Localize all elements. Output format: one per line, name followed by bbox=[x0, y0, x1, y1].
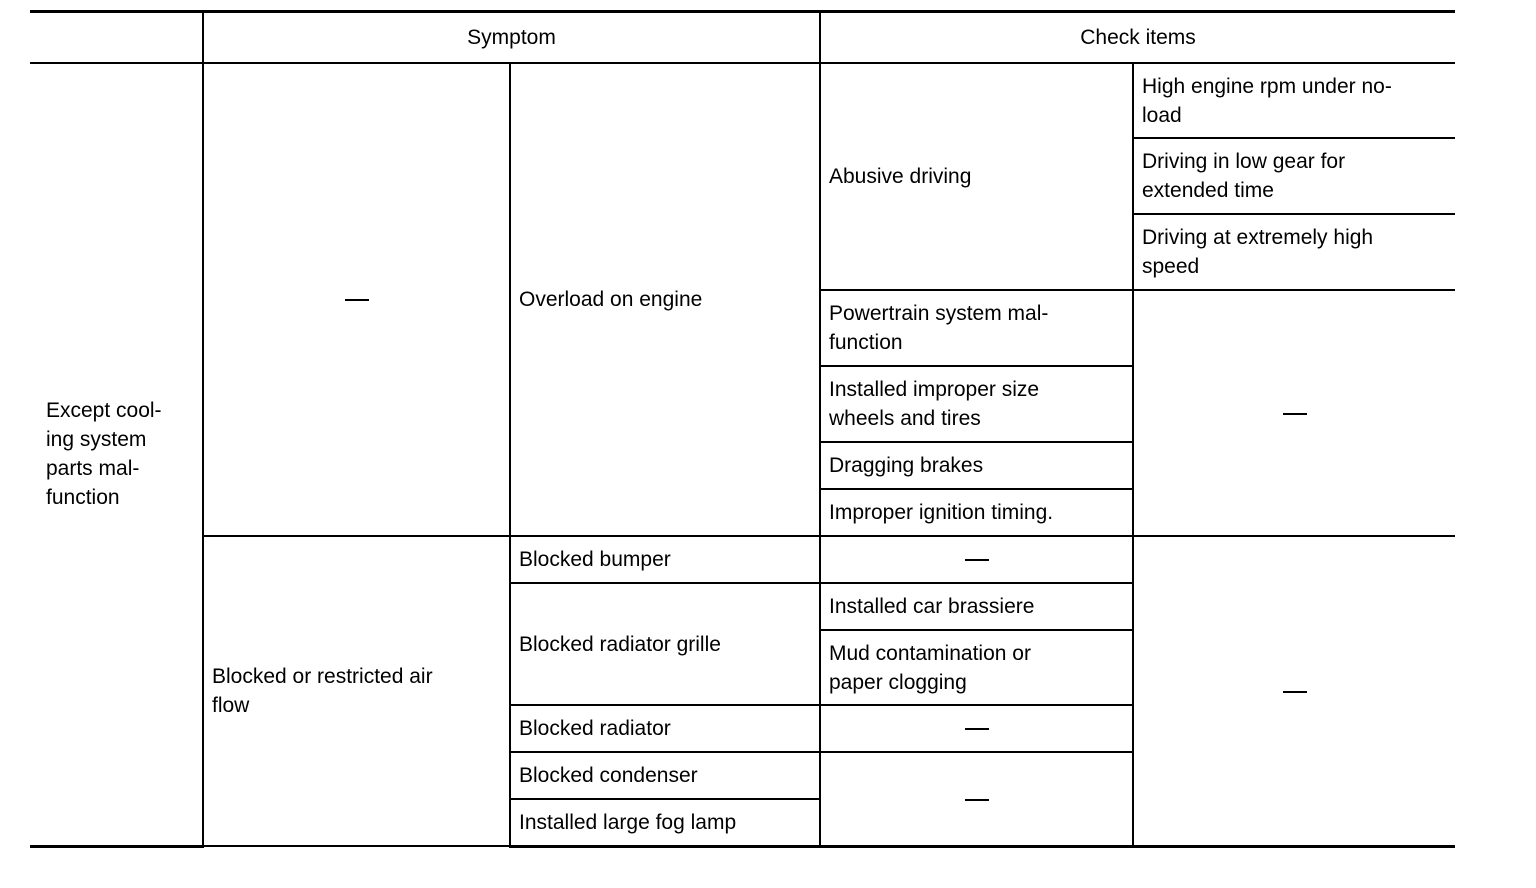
airflow-item-bumper: Blocked bumper bbox=[510, 536, 820, 583]
dash-mark bbox=[965, 728, 989, 730]
abusive-detail-1: High engine rpm under no- load bbox=[1133, 63, 1455, 138]
dash-mark bbox=[1283, 691, 1307, 693]
bumper-check-dash-cell bbox=[820, 536, 1133, 583]
header-blank-cell bbox=[30, 12, 203, 64]
abusive-driving-cell: Abusive driving bbox=[820, 63, 1133, 290]
category-cell bbox=[30, 63, 203, 846]
airflow-detail-dash-cell bbox=[1133, 536, 1455, 846]
header-check-items: Check items bbox=[820, 12, 1455, 64]
troubleshooting-table bbox=[30, 10, 1455, 848]
category-label: Except cool- ing system parts mal- function bbox=[46, 399, 162, 510]
radiator-check-dash-cell bbox=[820, 705, 1133, 752]
dash-mark bbox=[965, 799, 989, 801]
overload-detail-dash-cell bbox=[1133, 290, 1455, 536]
header-symptom: Symptom bbox=[203, 12, 820, 64]
overload-category-dash-cell bbox=[203, 63, 510, 536]
document-page bbox=[30, 10, 1455, 848]
table-row bbox=[30, 536, 1455, 583]
abusive-detail-3: Driving at extremely high speed bbox=[1133, 214, 1455, 290]
table-header-row bbox=[30, 12, 1455, 64]
table-row bbox=[30, 63, 1455, 138]
airflow-item-condenser: Blocked condenser bbox=[510, 752, 820, 799]
overload-cell: Overload on engine bbox=[510, 63, 820, 536]
airflow-item-fog-lamp: Installed large fog lamp bbox=[510, 799, 820, 846]
dash-mark bbox=[1283, 413, 1307, 415]
check-wheels-tires: Installed improper size wheels and tires bbox=[820, 366, 1133, 442]
abusive-detail-2: Driving in low gear for extended time bbox=[1133, 138, 1455, 214]
check-ignition-timing: Improper ignition timing. bbox=[820, 489, 1133, 536]
dash-mark bbox=[965, 559, 989, 561]
airflow-item-radiator: Blocked radiator bbox=[510, 705, 820, 752]
check-powertrain: Powertrain system mal- function bbox=[820, 290, 1133, 366]
condenser-foglamp-dash-cell bbox=[820, 752, 1133, 846]
check-dragging-brakes: Dragging brakes bbox=[820, 442, 1133, 489]
check-mud-contamination: Mud contamination or paper clogging bbox=[820, 630, 1133, 705]
dash-mark bbox=[345, 299, 369, 301]
airflow-item-grille: Blocked radiator grille bbox=[510, 583, 820, 705]
airflow-cell: Blocked or restricted air flow bbox=[203, 536, 510, 846]
check-car-brassiere: Installed car brassiere bbox=[820, 583, 1133, 630]
